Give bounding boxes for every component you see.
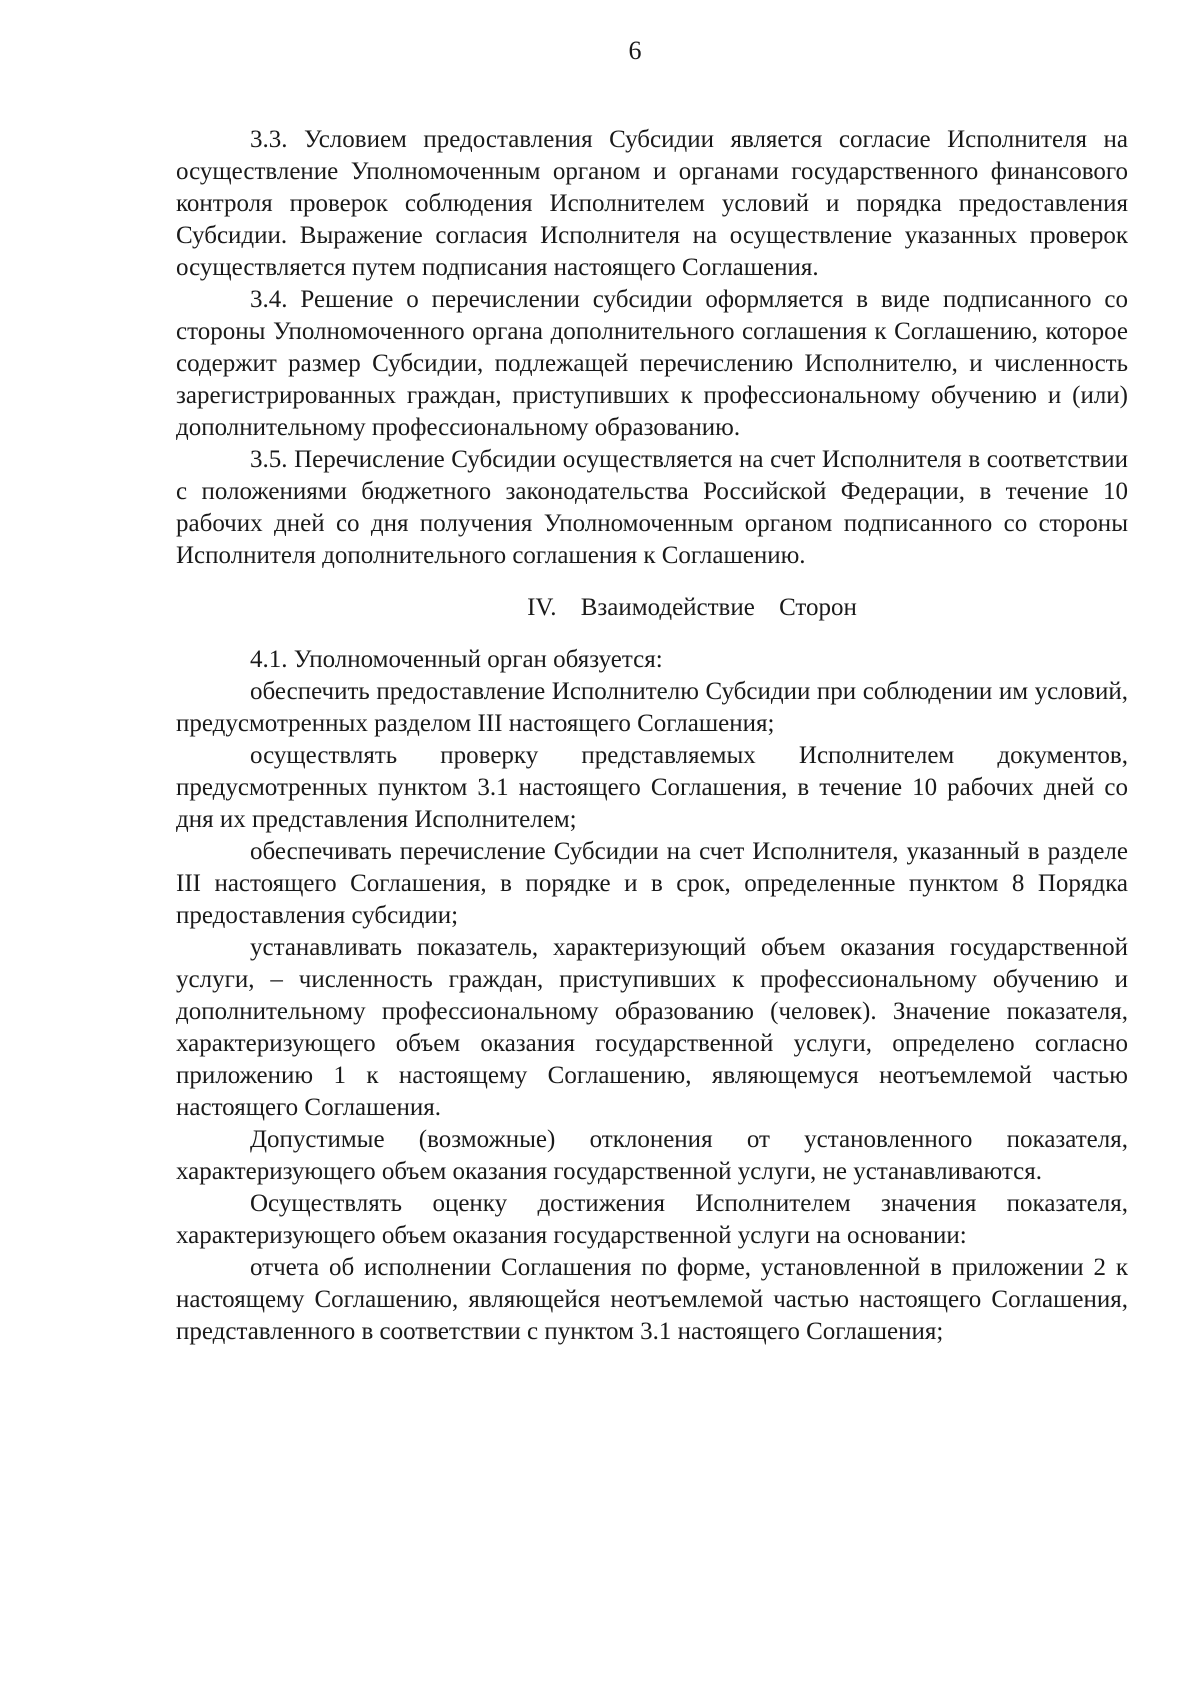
paragraph-report: отчета об исполнении Соглашения по форме, установленной в приложении 2 к настоящему Соглашению, являющейся неотъемлемой частью настоящего Соглашения, представленного в соответствии с пунктом 3.1 настоящего Соглашения; [176, 1254, 1128, 1345]
paragraph-3-3: 3.3. Условием предоставления Субсидии является согласие Исполнителя на осуществление Уполномоченным органом и органами государственного финансового контроля проверок соблюдения Исполнителем условий и порядка предоставления Субсидии. Выражение согласия Исполнителя на осуществление указанных проверок осуществляется путем подписания настоящего Соглашения. [176, 126, 1128, 281]
paragraph-transfer-subsidy: обеспечивать перечисление Субсидии на счет Исполнителя, указанный в разделе III настоящего Соглашения, в порядке и в срок, определенные пунктом 8 Порядка предоставления субсидии; [176, 838, 1128, 929]
page-number: 6 [628, 36, 642, 65]
paragraph-verify-documents: осуществлять проверку представляемых Исполнителем документов, предусмотренных пунктом 3.1 настоящего Соглашения, в течение 10 рабочих дней со дня их представления Исполнителем; [176, 742, 1128, 833]
section-heading-iv: IV. Взаимодействие Сторон [527, 594, 857, 621]
paragraph-set-indicator: устанавливать показатель, характеризующий объем оказания государственной услуги, – численность граждан, приступивших к профессиональному обучению и дополнительному профессиональному образованию (человек). Значение показателя, характеризующего объем оказания государственной услуги, определено согласно приложению 1 к настоящему Соглашению, являющемуся неотъемлемой частью настоящего Соглашения. [176, 934, 1128, 1121]
paragraph-provide-subsidy: обеспечить предоставление Исполнителю Субсидии при соблюдении им условий, предусмотренных разделом III настоящего Соглашения; [176, 678, 1128, 737]
document-body [176, 124, 1128, 1348]
paragraph-4-1: 4.1. Уполномоченный орган обязуется: [250, 646, 663, 673]
paragraph-3-4: 3.4. Решение о перечислении субсидии оформляется в виде подписанного со стороны Уполномоченного органа дополнительного соглашения к Соглашению, которое содержит размер Субсидии, подлежащей перечислению Исполнителю, и численность зарегистрированных граждан, приступивших к профессиональному обучению и (или) дополнительному профессиональному образованию. [176, 286, 1128, 441]
paragraph-3-5: 3.5. Перечисление Субсидии осуществляется на счет Исполнителя в соответствии с положениями бюджетного законодательства Российской Федерации, в течение 10 рабочих дней со дня получения Уполномоченным органом подписанного со стороны Исполнителя дополнительного соглашения к Соглашению. [176, 446, 1128, 569]
paragraph-evaluate: Осуществлять оценку достижения Исполнителем значения показателя, характеризующего объем оказания государственной услуги на основании: [176, 1190, 1128, 1249]
paragraph-deviations: Допустимые (возможные) отклонения от установленного показателя, характеризующего объем оказания государственной услуги, не устанавливаются. [176, 1126, 1128, 1185]
